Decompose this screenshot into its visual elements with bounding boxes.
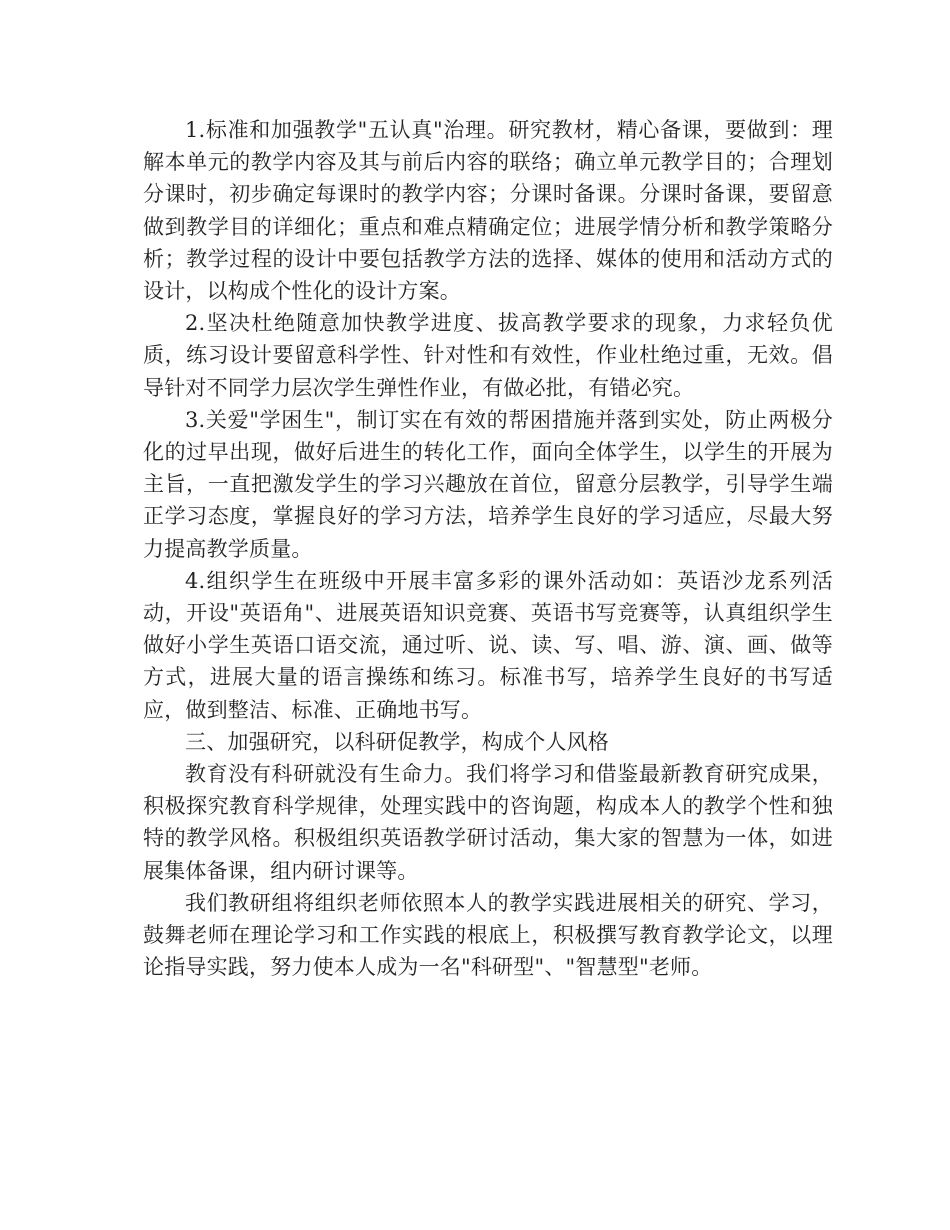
paragraph-item-6: 我们教研组将组织老师依照本人的教学实践进展相关的研究、学习，鼓舞老师在理论学习和工作实践的根底上，积极撰写教育教学论文，以理论指导实践，努力使本人成为一名"科研型"、"智慧型"老师。 xyxy=(143,890,833,980)
paragraph-item-5: 教育没有科研就没有生命力。我们将学习和借鉴最新教育研究成果，积极探究教育科学规律，处理实践中的咨询题，构成本人的教学个性和独特的教学风格。积极组织英语教学研讨活动，集大家的智慧为一体，如进展集体备课，组内研讨课等。 xyxy=(143,762,833,883)
paragraph-item-3: 3.关爱"学困生"，制订实在有效的帮困措施并落到实处，防止两极分化的过早出现，做好后进生的转化工作，面向全体学生，以学生的开展为主旨，一直把激发学生的学习兴趣放在首位，留意分层教学，引导学生端正学习态度，掌握良好的学习方法，培养学生良好的学习适应，尽最大努力提高教学质量。 xyxy=(143,407,833,561)
paragraph-item-2: 2.坚决杜绝随意加快教学进度、拔高教学要求的现象，力求轻负优质，练习设计要留意科学性、针对性和有效性，作业杜绝过重，无效。倡导针对不同学力层次学生弹性作业，有做必批，有错必究。 xyxy=(143,311,833,400)
document-page xyxy=(143,114,833,983)
paragraph-item-1: 1.标准和加强教学"五认真"治理。研究教材，精心备课，要做到：理解本单元的教学内容及其与前后内容的联络；确立单元教学目的；合理划分课时，初步确定每课时的教学内容；分课时备课。分课时备课，要留意做到教学目的详细化；重点和难点精确定位；进展学情分析和教学策略分析；教学过程的设计中要包括教学方法的选择、媒体的使用和活动方式的设计，以构成个性化的设计方案。 xyxy=(143,118,833,304)
paragraph-item-4: 4.组织学生在班级中开展丰富多彩的课外活动如：英语沙龙系列活动，开设"英语角"、进展英语知识竞赛、英语书写竞赛等，认真组织学生做好小学生英语口语交流，通过听、说、读、写、唱、游、演、画、做等方式，进展大量的语言操练和练习。标准书写，培养学生良好的书写适应，做到整洁、标准、正确地书写。 xyxy=(143,568,833,722)
section-heading: 三、加强研究，以科研促教学，构成个人风格 xyxy=(185,729,609,754)
